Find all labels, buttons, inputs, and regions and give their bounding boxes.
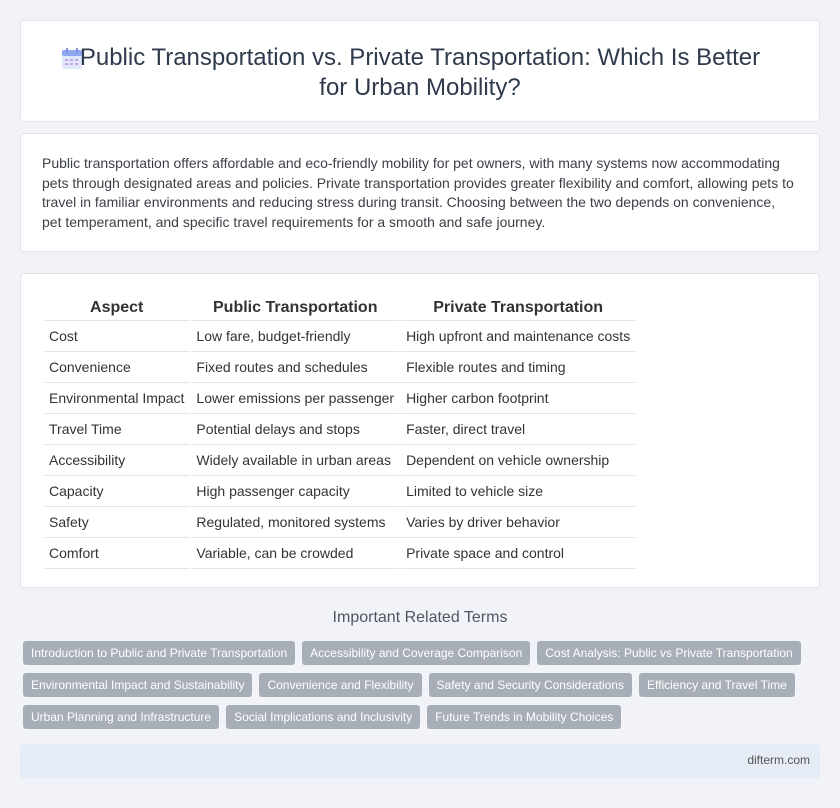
title-line-2: for Urban Mobility? <box>319 74 521 101</box>
public-cell: Variable, can be crowded <box>191 538 399 569</box>
related-term-tag[interactable]: Social Implications and Inclusivity <box>226 705 420 729</box>
related-term-tag[interactable]: Accessibility and Coverage Comparison <box>302 641 530 665</box>
comparison-table <box>42 294 637 569</box>
tag-row <box>23 705 823 729</box>
header-private: Private Transportation <box>401 294 635 321</box>
related-terms-heading: Important Related Terms <box>332 609 508 626</box>
page-title <box>21 43 819 103</box>
tag-row <box>23 673 823 697</box>
related-terms-list <box>23 641 823 737</box>
comparison-card <box>20 273 820 588</box>
aspect-cell: Comfort <box>44 538 189 569</box>
table-row <box>44 414 635 445</box>
related-term-tag[interactable]: Convenience and Flexibility <box>259 673 421 697</box>
table-row <box>44 476 635 507</box>
table-row <box>44 383 635 414</box>
private-cell: Flexible routes and timing <box>401 352 635 383</box>
aspect-cell: Safety <box>44 507 189 538</box>
public-cell: Fixed routes and schedules <box>191 352 399 383</box>
related-term-tag[interactable]: Introduction to Public and Private Transportation <box>23 641 295 665</box>
aspect-cell: Environmental Impact <box>44 383 189 414</box>
related-term-tag[interactable]: Future Trends in Mobility Choices <box>427 705 621 729</box>
private-cell: Faster, direct travel <box>401 414 635 445</box>
private-cell: Private space and control <box>401 538 635 569</box>
title-line-1: Public Transportation vs. Private Transportation: Which Is Better <box>79 44 761 71</box>
site-name[interactable]: difterm.com <box>747 753 810 767</box>
table-row <box>44 507 635 538</box>
tag-row <box>23 641 823 665</box>
aspect-cell: Cost <box>44 321 189 352</box>
public-cell: Lower emissions per passenger <box>191 383 399 414</box>
table-row <box>44 445 635 476</box>
aspect-cell: Accessibility <box>44 445 189 476</box>
related-term-tag[interactable]: Efficiency and Travel Time <box>639 673 795 697</box>
public-cell: Potential delays and stops <box>191 414 399 445</box>
aspect-cell: Capacity <box>44 476 189 507</box>
table-row <box>44 321 635 352</box>
private-cell: Dependent on vehicle ownership <box>401 445 635 476</box>
public-cell: Low fare, budget-friendly <box>191 321 399 352</box>
public-cell: High passenger capacity <box>191 476 399 507</box>
intro-card <box>20 133 820 252</box>
aspect-cell: Travel Time <box>44 414 189 445</box>
related-term-tag[interactable]: Urban Planning and Infrastructure <box>23 705 219 729</box>
table-header-row <box>44 294 635 321</box>
title-card <box>20 20 820 122</box>
private-cell: Limited to vehicle size <box>401 476 635 507</box>
related-term-tag[interactable]: Safety and Security Considerations <box>429 673 632 697</box>
private-cell: High upfront and maintenance costs <box>401 321 635 352</box>
related-term-tag[interactable]: Cost Analysis: Public vs Private Transportation <box>537 641 800 665</box>
footer <box>20 744 820 778</box>
private-cell: Varies by driver behavior <box>401 507 635 538</box>
table-row <box>44 352 635 383</box>
aspect-cell: Convenience <box>44 352 189 383</box>
related-term-tag[interactable]: Environmental Impact and Sustainability <box>23 673 252 697</box>
header-public: Public Transportation <box>191 294 399 321</box>
header-aspect: Aspect <box>44 294 189 321</box>
private-cell: Higher carbon footprint <box>401 383 635 414</box>
public-cell: Regulated, monitored systems <box>191 507 399 538</box>
public-cell: Widely available in urban areas <box>191 445 399 476</box>
table-row <box>44 538 635 569</box>
intro-paragraph: Public transportation offers affordable and eco-friendly mobility for pet owners, with many systems now accommodating pets through designated areas and policies. Private transportation provides greater flexibility and comfort, allowing pets to travel in familiar environments and reducing stress during transit. Choosing between the two depends on convenience, pet temperament, and specific travel requirements for a smooth and safe journey. <box>42 155 794 230</box>
